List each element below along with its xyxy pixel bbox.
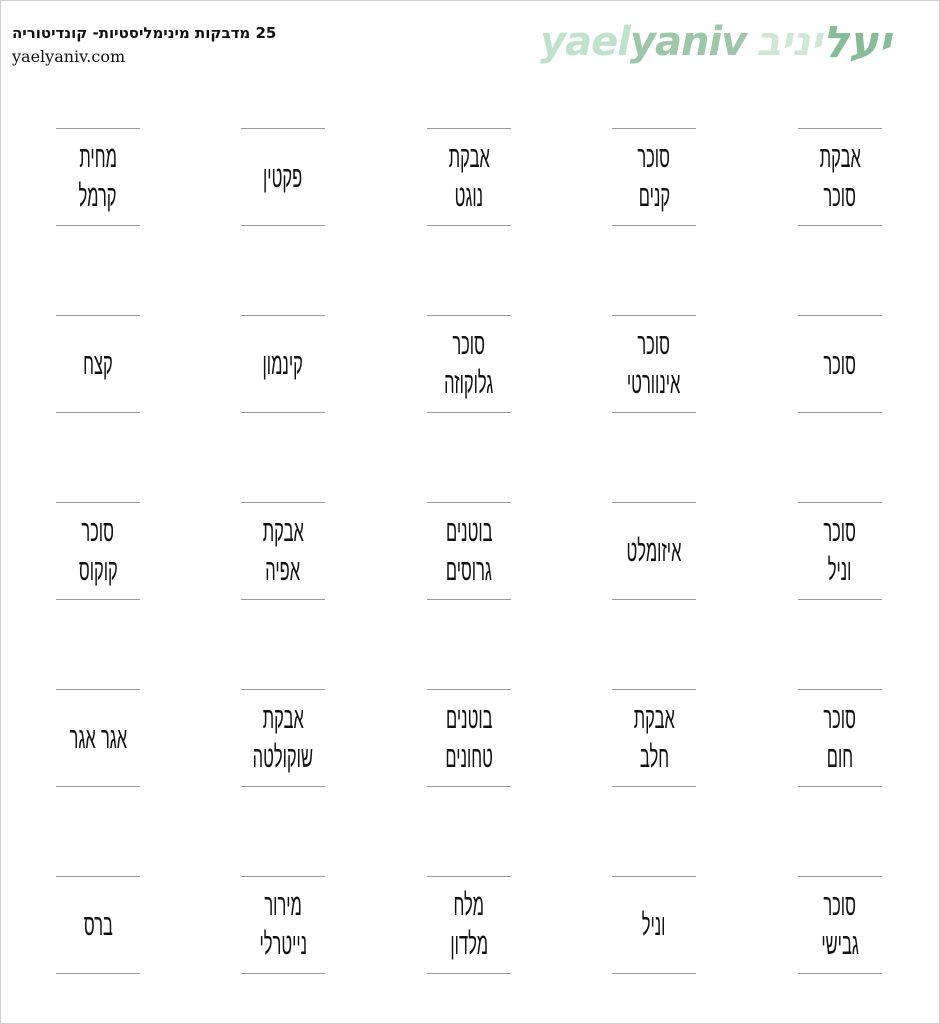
sticker-label <box>56 689 140 787</box>
sticker-text: סוכר <box>452 327 486 362</box>
sticker-text: וניל <box>828 553 852 588</box>
sticker-label <box>798 502 882 600</box>
site-url: yaelyaniv.com <box>12 47 126 66</box>
sticker-text: שוקולטה <box>252 740 314 775</box>
sticker-text: נייטרלי <box>259 927 307 962</box>
sticker-text: מירור <box>264 888 302 923</box>
sticker-label <box>241 689 325 787</box>
sticker-label <box>798 128 882 226</box>
sticker-text: קצח <box>83 346 113 382</box>
sticker-text: אבקת <box>633 701 675 736</box>
sticker-label <box>56 502 140 600</box>
sticker-text: איזומלט <box>626 533 682 569</box>
logo-hebrew-second: יעל <box>822 16 892 68</box>
sticker-label <box>56 315 140 413</box>
sticker-label <box>612 876 696 974</box>
sticker-label <box>798 315 882 413</box>
sticker-text: ברס <box>83 907 113 943</box>
sticker-text: קוקוס <box>78 553 118 588</box>
logo-latin-second: yaniv <box>629 19 747 65</box>
sticker-label <box>427 876 511 974</box>
sticker-text: אפיה <box>265 553 301 588</box>
page-title: 25 מדבקות מינימליסטיות- קונדיטוריה <box>12 24 277 42</box>
sticker-label <box>241 502 325 600</box>
sticker-label <box>241 315 325 413</box>
sticker-label <box>427 689 511 787</box>
sticker-text: אינוורטי <box>627 366 681 401</box>
sticker-text: מחית <box>79 140 117 175</box>
sticker-text: אבקת <box>262 701 304 736</box>
sticker-text: וניל <box>642 907 666 943</box>
sticker-text: פקטין <box>263 159 303 195</box>
sticker-text: סוכר <box>823 346 857 382</box>
sticker-text: אגר אגר <box>69 720 127 756</box>
sticker-label <box>612 315 696 413</box>
sticker-text: גבישי <box>821 927 859 962</box>
sticker-label <box>612 502 696 600</box>
sticker-text: קרמל <box>79 179 117 214</box>
sticker-text: סוכר <box>637 140 671 175</box>
sticker-text: סוכר <box>637 327 671 362</box>
sticker-label <box>798 876 882 974</box>
sticker-text: נוגט <box>454 179 484 214</box>
sticker-text: חום <box>826 740 854 775</box>
sticker-label <box>427 502 511 600</box>
sticker-text: קנים <box>638 179 670 214</box>
sticker-text: סוכר <box>823 888 857 923</box>
sticker-text: מלח <box>453 888 485 923</box>
sticker-text: אבקת <box>448 140 490 175</box>
sticker-text: בוטנים <box>445 514 493 549</box>
sticker-text: סוכר <box>823 179 857 214</box>
sticker-label <box>241 128 325 226</box>
sticker-text: גלוקוזה <box>444 366 494 401</box>
sticker-label <box>56 128 140 226</box>
sticker-label <box>427 315 511 413</box>
sticker-label <box>798 689 882 787</box>
sticker-text: גרוסים <box>445 553 493 588</box>
sticker-label <box>56 876 140 974</box>
logo-latin-first: yael <box>540 19 630 65</box>
sticker-label <box>612 689 696 787</box>
sticker-text: מלדון <box>450 927 488 962</box>
sticker-text: בוטנים <box>445 701 493 736</box>
sticker-text: סוכר <box>823 514 857 549</box>
sticker-text: טחונים <box>445 740 493 775</box>
sticker-text: קינמון <box>262 346 304 382</box>
sticker-label <box>241 876 325 974</box>
sticker-text: אבקת <box>262 514 304 549</box>
sticker-text: חלב <box>639 740 669 775</box>
logo-hebrew-first: יניב <box>756 19 823 65</box>
sticker-text: סוכר <box>81 514 115 549</box>
sticker-text: אבקת <box>819 140 861 175</box>
sticker-label <box>612 128 696 226</box>
sticker-label <box>427 128 511 226</box>
sticker-text: סוכר <box>823 701 857 736</box>
